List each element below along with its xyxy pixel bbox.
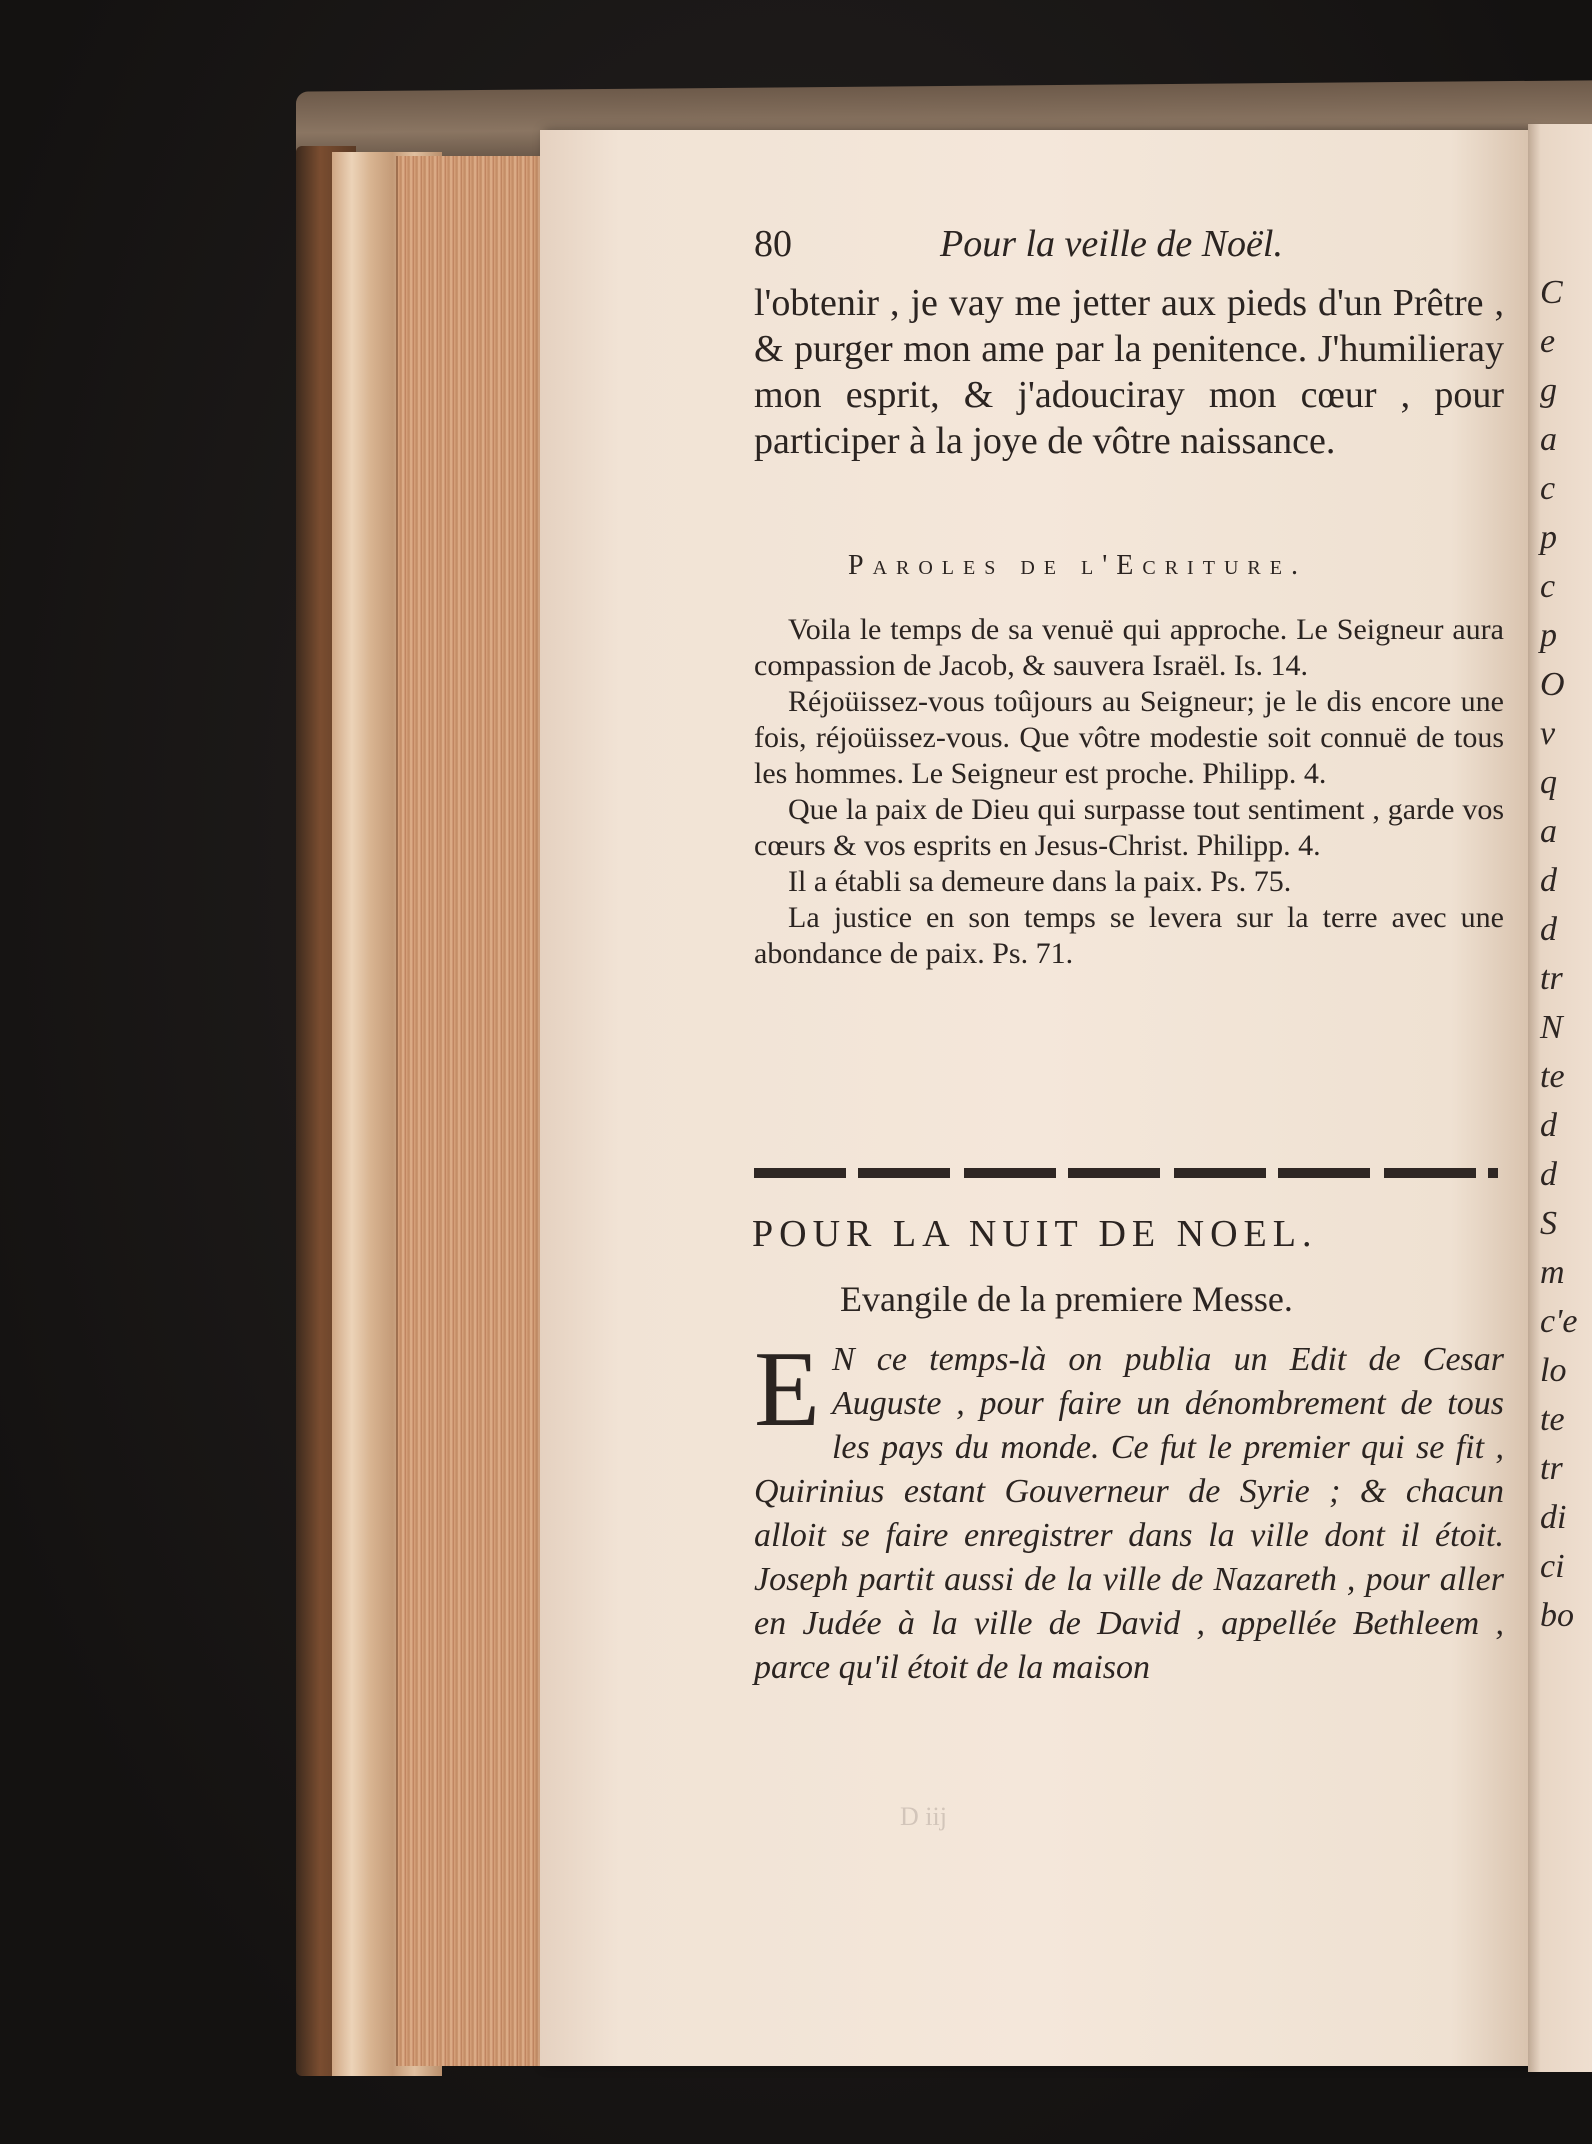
scripture-passages [754, 612, 1504, 972]
right-page-fragment-text: a [1540, 421, 1557, 458]
continuation-paragraph: l'obtenir , je vay me jetter aux pieds d'un Prêtre , & purger mon ame par la penitence. J'humilieray mon esprit, & j'adouciray mon cœur , pour participer à la joye de vôtre naissance. [754, 282, 1504, 462]
section-subtitle: Evangile de la premiere Messe. [840, 1279, 1293, 1319]
gospel-text [754, 1330, 1504, 1690]
gospel-body: N ce temps-là on publia un Edit de Cesar Auguste , pour faire un dénombrement de tous les pays du monde. Ce fut le premier qui se fit , Quirinius estant Gouverneur de Syrie ; & chacun alloit se faire enregistrer dans la ville dont il étoit. Joseph partit aussi de la ville de Nazareth , pour aller en Judée à la ville de David , appellée Bethleem , parce qu'il étoit de la maison [754, 1341, 1504, 1686]
right-page-fragment-text: e [1540, 323, 1556, 360]
right-page-fragment-text: m [1540, 1254, 1565, 1291]
right-page-fragment-text: d [1540, 1156, 1557, 1193]
scripture-heading: Paroles de l'Ecriture. [848, 550, 1307, 581]
right-page-fragment-text: bo [1540, 1597, 1574, 1634]
page-edges [396, 156, 548, 2066]
right-page-fragment-text: C [1540, 274, 1563, 311]
right-page-fragment-text: O [1540, 666, 1565, 703]
right-page-fragment-text: lo [1540, 1352, 1567, 1389]
right-page-fragment-text: d [1540, 911, 1557, 948]
page-number: 80 [754, 223, 792, 265]
right-page-fragment [1528, 124, 1592, 2072]
show-through-text: D iij [900, 1802, 947, 1831]
right-page-fragment-text: p [1540, 617, 1557, 654]
scripture-verse: Que la paix de Dieu qui surpasse tout sentiment , garde vos cœurs & vos esprits en Jesus-Christ. Philipp. 4. [754, 793, 1504, 862]
right-page-fragment-text: g [1540, 372, 1557, 409]
right-page-fragment-text: ci [1540, 1548, 1565, 1585]
right-page-fragment-text: te [1540, 1058, 1565, 1095]
drop-cap: E [754, 1330, 820, 1449]
right-page-fragment-text: d [1540, 1107, 1557, 1144]
right-page-fragment-text: c'e [1540, 1303, 1578, 1340]
right-page-fragment-text: S [1540, 1205, 1557, 1242]
right-page-fragment-text: q [1540, 764, 1557, 801]
right-page-fragment-text: v [1540, 715, 1556, 752]
running-title: Pour la veille de Noël. [940, 223, 1283, 265]
right-page-fragment-text: tr [1540, 1450, 1563, 1487]
scripture-verse: Voila le temps de sa venuë qui approche. Le Seigneur aura compassion de Jacob, & sauvera Israël. Is. 14. [754, 613, 1504, 682]
right-page-fragment-text: c [1540, 470, 1556, 507]
right-page-fragment-text: N [1540, 1009, 1563, 1046]
decorative-rule [754, 1168, 1498, 1178]
scripture-verse: Il a établi sa demeure dans la paix. Ps. 75. [788, 865, 1292, 898]
scripture-verse: La justice en son temps se levera sur la terre avec une abondance de paix. Ps. 71. [754, 901, 1504, 970]
right-page-fragment-text: p [1540, 519, 1557, 556]
scripture-verse: Réjoüissez-vous toûjours au Seigneur; je le dis encore une fois, réjoüissez-vous. Que vôtre modestie soit connuë de tous les hommes. Le Seigneur est proche. Philipp. 4. [754, 685, 1504, 790]
section-title: POUR LA NUIT DE NOEL. [752, 1213, 1318, 1255]
right-page-fragment-text: te [1540, 1401, 1565, 1438]
right-page-fragment-text: d [1540, 862, 1557, 899]
right-page-fragment-text: di [1540, 1499, 1567, 1536]
right-page-fragment-text: tr [1540, 960, 1563, 997]
right-page-fragment-text: c [1540, 568, 1556, 605]
right-page-fragment-text: a [1540, 813, 1557, 850]
